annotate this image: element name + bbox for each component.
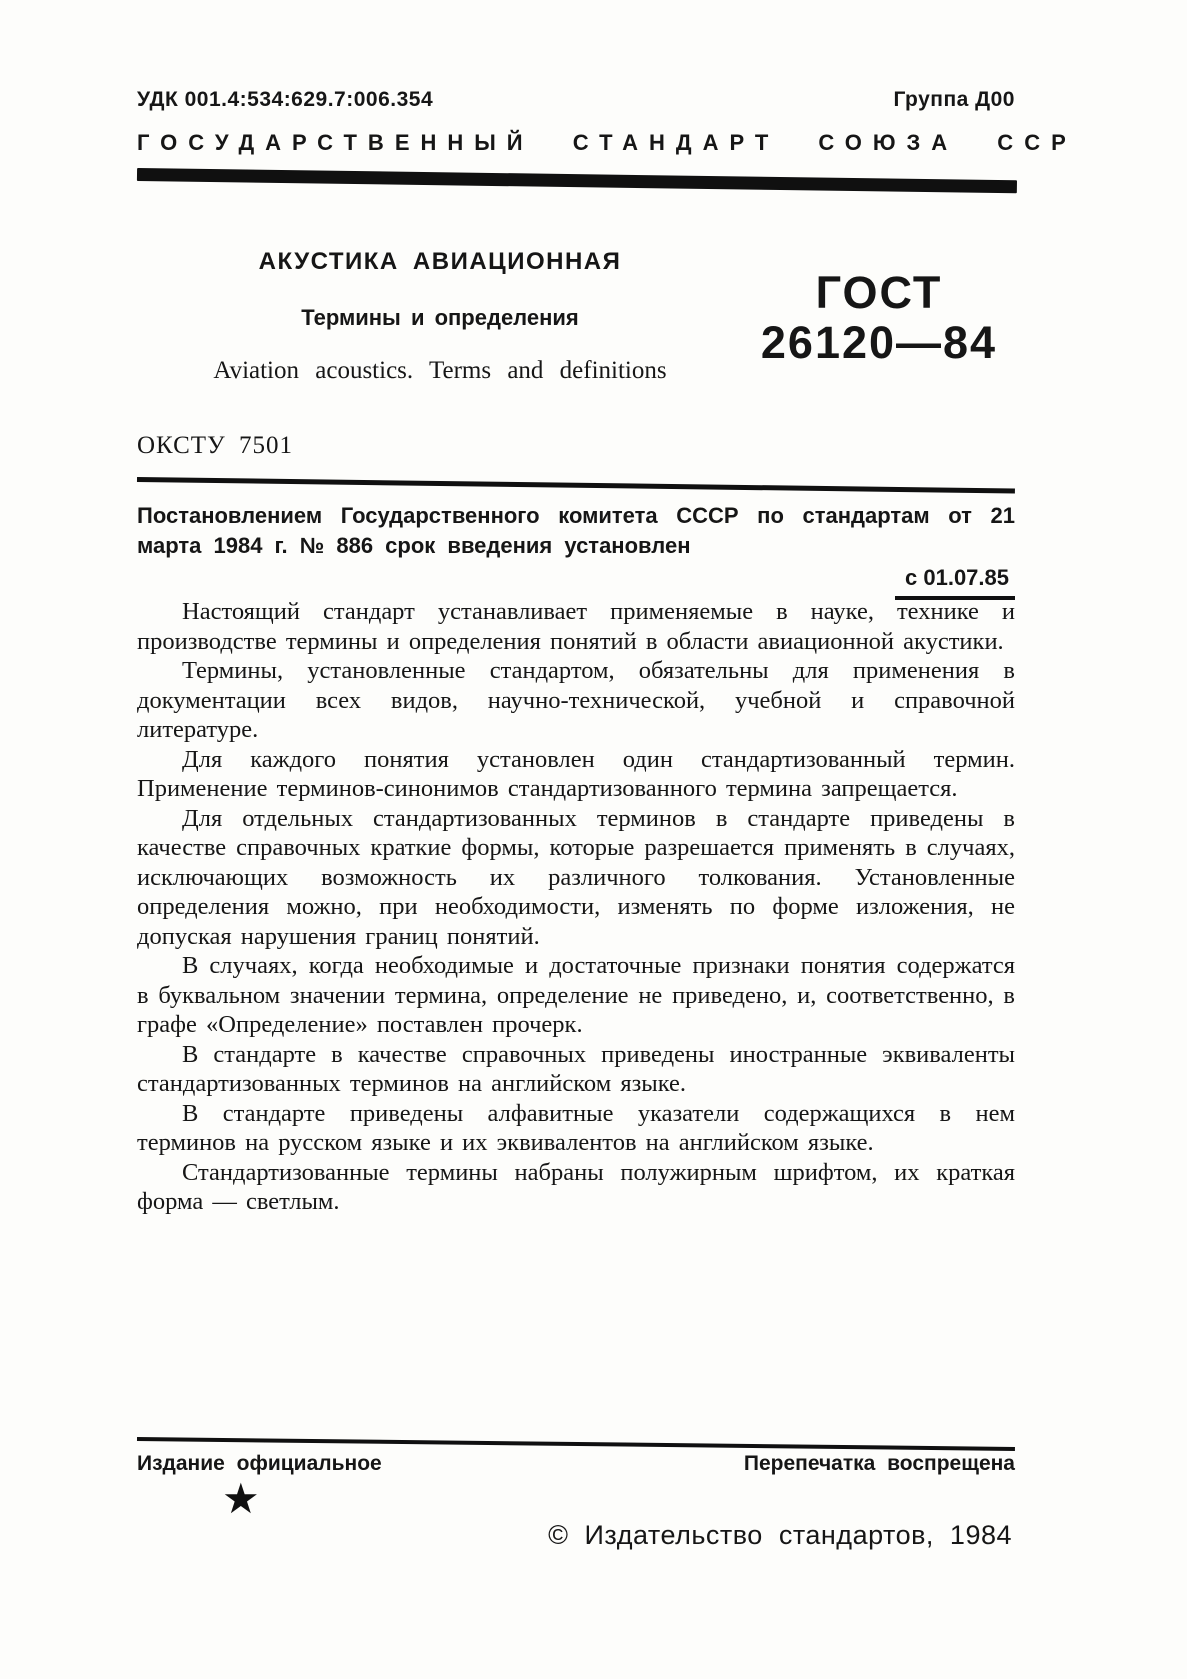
decree-paragraph: Постановлением Государственного комитета СССР по стандартам от 21 марта 1984 г. № 886 срок введения установлен [137, 503, 1015, 558]
group-label: Группа Д00 [893, 88, 1015, 111]
body-paragraph: Настоящий стандарт устанавливает применяемые в науке, технике и производстве термины и определения понятий в области авиационной акустики. [137, 598, 1015, 655]
udk-number: УДК 001.4:534:629.7:006.354 [137, 88, 434, 111]
section-rule [137, 477, 1015, 493]
gost-number: 26120—84 [760, 317, 998, 368]
official-edition-label: Издание официальное [137, 1452, 382, 1475]
doc-title-en: Aviation acoustics. Terms and definitions [213, 357, 667, 384]
effective-date: с 01.07.85 [895, 565, 1015, 600]
copyright-line: © Издательство стандартов, 1984 [548, 1520, 1012, 1550]
reprint-notice: Перепечатка воспрещена [743, 1452, 1015, 1475]
body-paragraph: Термины, установленные стандартом, обязательны для применения в документации всех видов, научно-технической, учебной и справочной литературе. [137, 657, 1015, 743]
effective-date-row [895, 565, 1015, 600]
state-standard-heading: ГОСУДАРСТВЕННЫЙ СТАНДАРТ СОЮЗА ССР [137, 130, 1077, 155]
doc-title-ru: АКУСТИКА АВИАЦИОННАЯ [258, 248, 622, 275]
gost-designation [739, 268, 1019, 368]
body-paragraph: Для отдельных стандартизованных терминов в стандарте приведены в качестве справочных краткие формы, которые разрешается применять в случаях, исключающих возможность их различного толкования. Установленные определения можно, при необходимости, изменять по форме изложения, не допуская нарушения границ понятий. [137, 804, 1015, 950]
body-paragraph: Стандартизованные термины набраны полужирным шрифтом, их краткая форма — светлым. [137, 1158, 1015, 1215]
standard-body-text [137, 597, 1015, 1217]
body-paragraph: В случаях, когда необходимые и достаточные признаки понятия содержатся в буквальном значении термина, определение не приведено, и, соответственно, в графе «Определение» поставлен прочерк. [137, 952, 1015, 1038]
okstu-code: ОКСТУ 7501 [137, 432, 294, 459]
star-icon: ★ [222, 1474, 260, 1523]
footer-rule [137, 1437, 1015, 1451]
body-paragraph: В стандарте в качестве справочных приведены иностранные эквиваленты стандартизованных терминов на английском языке. [137, 1040, 1015, 1097]
body-paragraph: Для каждого понятия установлен один стандартизованный термин. Применение терминов-синонимов стандартизованного термина запрещается. [137, 745, 1015, 802]
doc-subtitle-ru: Термины и определения [301, 305, 579, 330]
classification-row [137, 88, 1015, 112]
header-rule-bar [137, 168, 1017, 193]
document-title-block [140, 248, 740, 385]
footer-labels-row [137, 1452, 1015, 1476]
gost-label: ГОСТ [815, 267, 943, 318]
body-paragraph: В стандарте приведены алфавитные указатели содержащихся в нем терминов на русском языке и их эквивалентов на английском языке. [137, 1099, 1015, 1156]
